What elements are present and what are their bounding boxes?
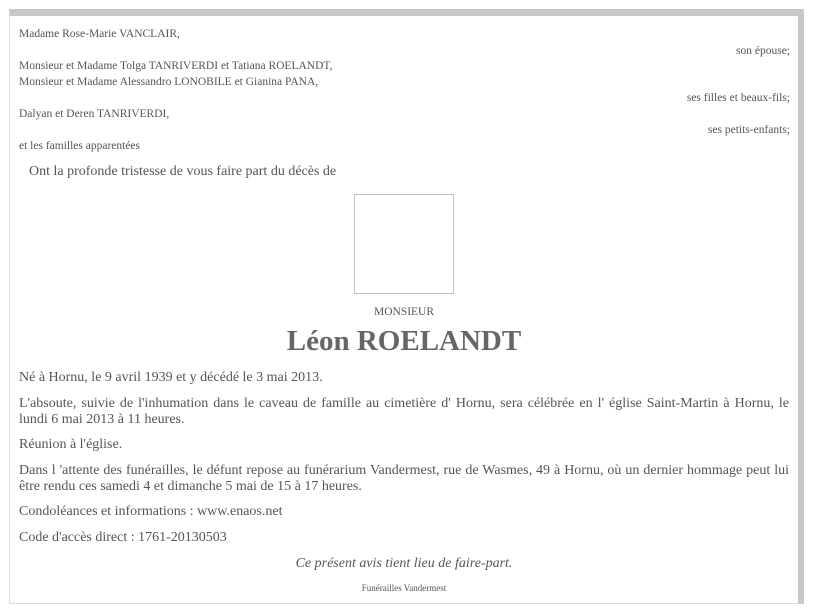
- deceased-title: MONSIEUR: [373, 306, 435, 318]
- family-line-grandchildren: Dalyan et Deren TANRIVERDI,: [19, 108, 170, 120]
- access-code-paragraph: Code d'accès direct : 1761-20130503: [19, 530, 227, 545]
- funerarium-paragraph: Dans l 'attente des funérailles, le défunt repose au funérarium Vandermest, rue de Wasmes, 49 à Hornu, où un dernier hommage peut lui être rendu ces samedi 4 et dimanche 5 mai de 15 à 17 heures.: [19, 463, 789, 494]
- family-line-relatives: et les familles apparentées: [19, 140, 141, 152]
- family-line-daughter-2: Monsieur et Madame Alessandro LONOBILE et Gianina PANA,: [19, 76, 319, 88]
- funeral-company: Funérailles Vandermest: [361, 583, 447, 593]
- family-role-daughters: ses filles et beaux-fils;: [686, 92, 790, 104]
- announcement-text: Ont la profonde tristesse de vous faire part du décès de: [29, 164, 337, 179]
- family-role-spouse: son épouse;: [736, 45, 790, 57]
- condolences-paragraph: Condoléances et informations : www.enaos.net: [19, 504, 283, 519]
- service-paragraph: L'absoute, suivie de l'inhumation dans le caveau de famille au cimetière d' Hornu, sera célébrée en l' église Saint-Martin à Hornu, le lundi 6 mai 2013 à 11 heures.: [19, 396, 789, 427]
- birth-death-paragraph: Né à Hornu, le 9 avril 1939 et y décédé le 3 mai 2013.: [19, 370, 323, 385]
- deceased-name: Léon ROELANDT: [286, 325, 522, 357]
- deceased-photo-placeholder: [354, 194, 454, 294]
- family-line-daughter-1: Monsieur et Madame Tolga TANRIVERDI et Tatiana ROELANDT,: [19, 60, 333, 72]
- family-line-spouse: Madame Rose-Marie VANCLAIR,: [19, 28, 180, 40]
- notice-text: Ce présent avis tient lieu de faire-part.: [295, 556, 513, 571]
- reunion-paragraph: Réunion à l'église.: [19, 437, 123, 452]
- family-role-grandchildren: ses petits-enfants;: [707, 124, 790, 136]
